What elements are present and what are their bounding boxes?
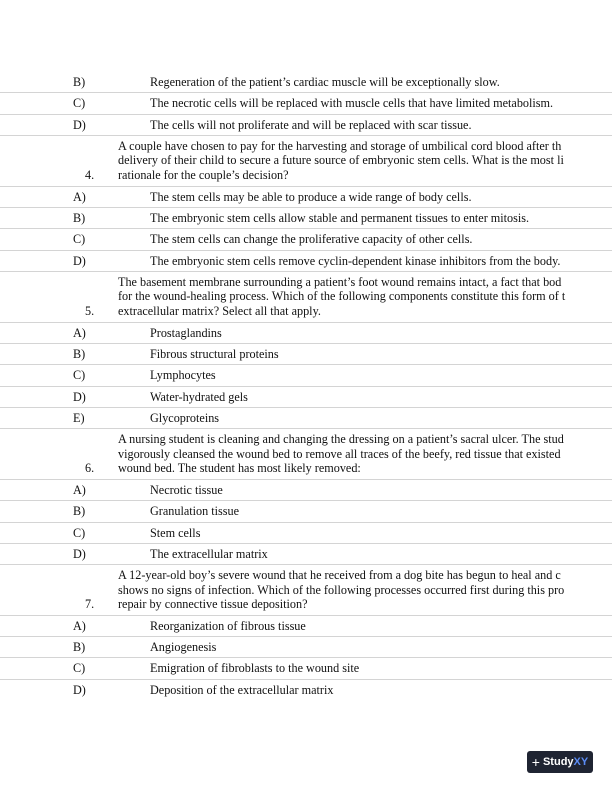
plus-icon: + <box>531 754 540 770</box>
stem-line: A 12-year-old boy’s severe wound that he received from a dog bite has begun to heal and c <box>118 568 561 583</box>
answer-option <box>0 523 612 544</box>
stem-line: repair by connective tissue deposition? <box>118 597 308 612</box>
answer-option <box>0 480 612 501</box>
answer-option <box>0 344 612 365</box>
option-label: C) <box>73 368 86 383</box>
option-text: Lymphocytes <box>150 368 216 383</box>
option-text: Angiogenesis <box>150 640 217 655</box>
question-row <box>0 565 612 616</box>
stem-line: for the wound-healing process. Which of the following components constitute this form of t <box>118 289 566 304</box>
option-text: Granulation tissue <box>150 504 240 519</box>
question-stem <box>118 565 612 615</box>
question-number: 7. <box>85 596 95 611</box>
option-label: C) <box>73 661 86 676</box>
option-label: C) <box>73 525 86 540</box>
option-label: D) <box>73 389 86 404</box>
question-row <box>0 272 612 323</box>
answer-option <box>0 115 612 136</box>
answer-option <box>0 680 612 700</box>
stem-line: A nursing student is cleaning and changing the dressing on a patient’s sacral ulcer. The stud <box>118 432 564 447</box>
option-text: Deposition of the extracellular matrix <box>150 682 334 697</box>
question-sheet <box>0 72 612 700</box>
stem-line: rationale for the couple’s decision? <box>118 168 289 183</box>
option-label: A) <box>73 618 86 633</box>
question-stem <box>118 136 612 186</box>
option-text: The necrotic cells will be replaced with muscle cells that have limited metabolism. <box>150 96 554 111</box>
question-number: 4. <box>85 167 95 182</box>
option-text: Fibrous structural proteins <box>150 346 279 361</box>
question-row <box>0 429 612 480</box>
question-number: 5. <box>85 303 95 318</box>
stem-line: A couple have chosen to pay for the harvesting and storage of umbilical cord blood after th <box>118 138 562 153</box>
stem-line: delivery of their child to secure a future source of embryonic stem cells. What is the most li <box>118 153 564 168</box>
option-text: The extracellular matrix <box>150 546 268 561</box>
answer-option <box>0 323 612 344</box>
brand-accent: XY <box>573 756 589 768</box>
option-text: Glycoproteins <box>150 410 220 425</box>
option-label: A) <box>73 325 86 340</box>
answer-option <box>0 637 612 658</box>
stem-line: shows no signs of infection. Which of the following processes occurred first during this pro <box>118 582 565 597</box>
answer-option <box>0 208 612 229</box>
option-label: D) <box>73 682 86 697</box>
option-text: Reorganization of fibrous tissue <box>150 618 306 633</box>
option-label: C) <box>73 232 86 247</box>
stem-line: vigorously cleansed the wound bed to remove all traces of the beefy, red tissue that existed <box>118 446 561 461</box>
option-label: A) <box>73 482 86 497</box>
option-label: D) <box>73 253 86 268</box>
answer-option <box>0 93 612 114</box>
question-number: 6. <box>85 460 95 475</box>
option-text: The stem cells can change the proliferative capacity of other cells. <box>150 232 473 247</box>
option-label: A) <box>73 189 86 204</box>
stem-line: The basement membrane surrounding a patient’s foot wound remains intact, a fact that bod <box>118 274 562 289</box>
answer-option <box>0 72 612 93</box>
studyxy-watermark <box>527 751 593 773</box>
answer-option <box>0 251 612 272</box>
option-text: Stem cells <box>150 525 201 540</box>
question-stem <box>118 429 612 479</box>
option-text: Emigration of fibroblasts to the wound site <box>150 661 360 676</box>
option-label: B) <box>73 346 86 361</box>
option-label: B) <box>73 210 86 225</box>
option-text: Necrotic tissue <box>150 482 223 497</box>
answer-option <box>0 387 612 408</box>
answer-option <box>0 187 612 208</box>
stem-line: extracellular matrix? Select all that apply. <box>118 304 321 319</box>
option-text: Regeneration of the patient’s cardiac muscle will be exceptionally slow. <box>150 75 500 89</box>
answer-option <box>0 365 612 386</box>
question-stem <box>118 272 612 322</box>
option-text: The embryonic stem cells allow stable and permanent tissues to enter mitosis. <box>150 210 530 225</box>
option-text: Prostaglandins <box>150 325 222 340</box>
option-label: B) <box>73 640 86 655</box>
option-label: B) <box>73 75 86 89</box>
answer-option <box>0 229 612 250</box>
brand-name: StudyXY <box>542 756 589 768</box>
option-label: D) <box>73 117 86 132</box>
answer-option <box>0 408 612 429</box>
option-label: D) <box>73 546 86 561</box>
stem-line: wound bed. The student has most likely removed: <box>118 461 361 476</box>
answer-option <box>0 616 612 637</box>
option-text: The embryonic stem cells remove cyclin-dependent kinase inhibitors from the body. <box>150 253 561 268</box>
option-label: C) <box>73 96 86 111</box>
option-text: The cells will not proliferate and will be replaced with scar tissue. <box>150 117 472 132</box>
option-text: The stem cells may be able to produce a wide range of body cells. <box>150 189 472 204</box>
answer-option <box>0 501 612 522</box>
option-text: Water-hydrated gels <box>150 389 248 404</box>
answer-option <box>0 658 612 679</box>
answer-option <box>0 544 612 565</box>
option-label: E) <box>73 410 85 425</box>
option-label: B) <box>73 504 86 519</box>
question-row <box>0 136 612 187</box>
